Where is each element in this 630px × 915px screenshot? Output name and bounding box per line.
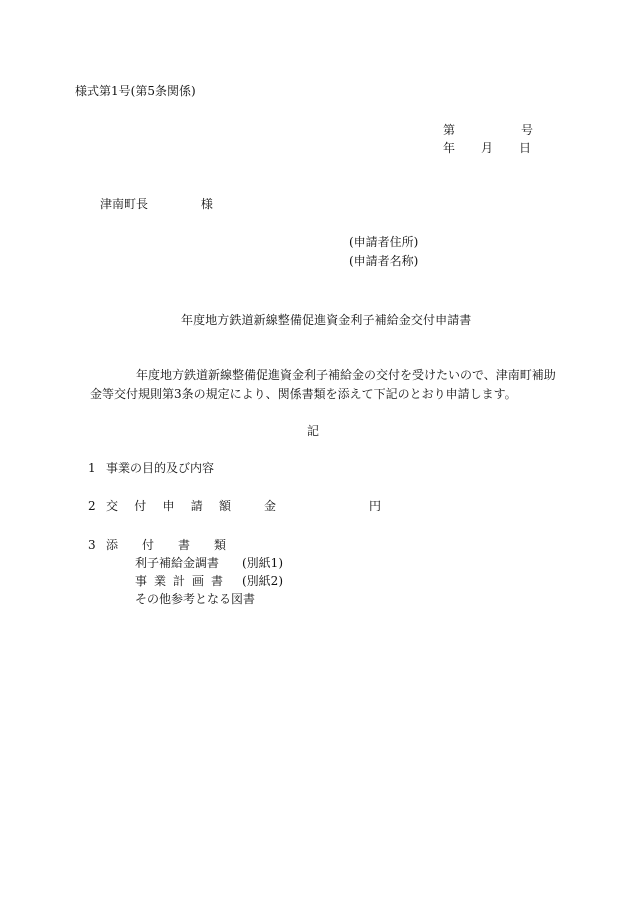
item-label: 事業の目的及び内容 <box>106 461 215 475</box>
attachment-interest-statement <box>135 557 283 569</box>
addressee <box>100 198 213 210</box>
ki-heading: 記 <box>307 424 320 438</box>
item-number: 3 <box>88 538 96 552</box>
item-number: 1 <box>88 461 96 475</box>
date-day: 日 <box>519 141 532 155</box>
document-number <box>443 124 533 136</box>
item-number: 2 <box>88 499 96 513</box>
item-label: 交 付 申 請 額 <box>106 499 231 513</box>
applicant-name-label: (申請者名称) <box>349 254 419 268</box>
document-date <box>443 142 533 154</box>
doc-number-prefix: 第 <box>443 123 456 137</box>
attachment-note: (別紙1) <box>242 556 283 570</box>
document-title: 年度地方鉄道新線整備促進資金利子補給金交付申請書 <box>181 313 472 327</box>
item-purpose <box>88 462 214 474</box>
form-identifier: 様式第1号(第5条関係) <box>75 84 196 98</box>
applicant-address-label: (申請者住所) <box>349 235 419 249</box>
attachment-name: その他参考となる図書 <box>135 592 256 606</box>
attachment-name: 事 業 計 画 書 <box>135 574 223 588</box>
amount-prefix: 金 <box>264 499 277 513</box>
date-month: 月 <box>481 141 494 155</box>
doc-number-suffix: 号 <box>520 123 533 137</box>
item-attachments <box>88 539 226 551</box>
item-label: 添 付 書 類 <box>106 538 226 552</box>
attachment-other-documents <box>135 593 255 605</box>
attachment-name: 利子補給金調書 <box>135 556 220 570</box>
date-year: 年 <box>443 141 456 155</box>
application-body: 年度地方鉄道新線整備促進資金利子補給金の交付を受けたいので、津南町補助金等交付規則第3条の規定により、関係書類を添えて下記のとおり申請します。 <box>90 368 556 401</box>
addressee-name: 津南町長 <box>100 197 149 211</box>
attachment-note: (別紙2) <box>242 574 283 588</box>
addressee-honorific: 様 <box>200 197 213 211</box>
attachment-business-plan <box>135 575 283 587</box>
item-amount <box>88 500 381 512</box>
amount-suffix: 円 <box>369 499 382 513</box>
